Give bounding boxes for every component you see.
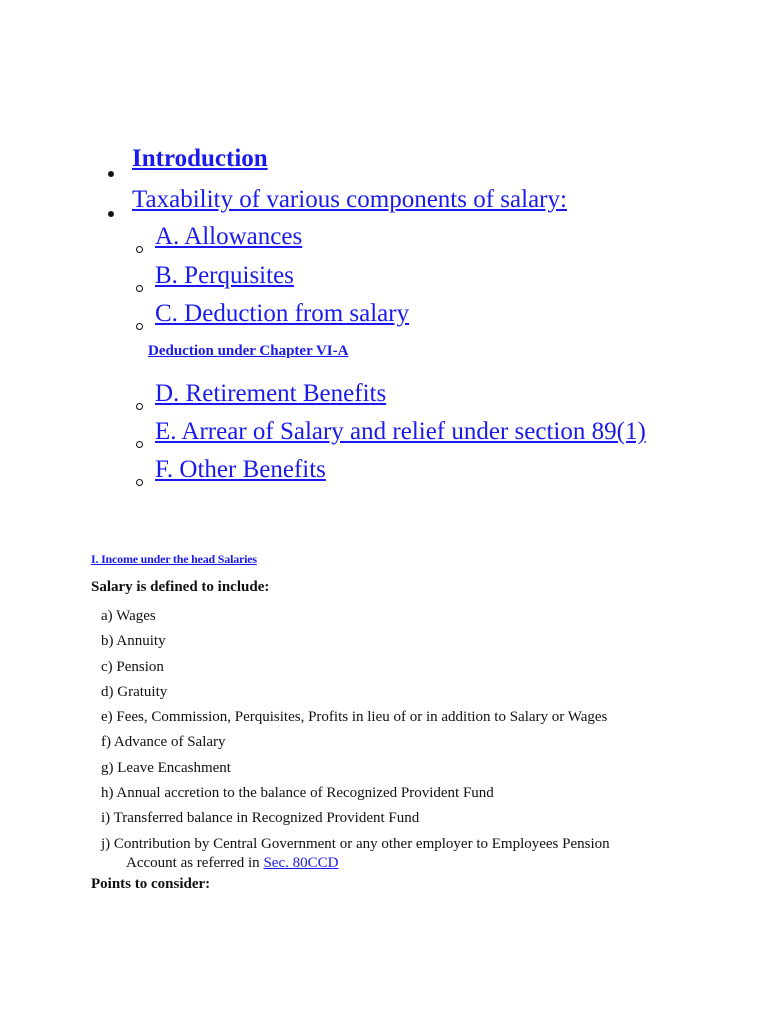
bullet-disc-icon [108, 171, 114, 177]
toc-item-perquisites [155, 262, 294, 290]
salary-items-list [101, 604, 610, 873]
sec-80ccd-link[interactable]: Sec. 80CCD [263, 854, 339, 871]
definition-heading: Salary is defined to include: [91, 579, 270, 595]
deduction-chapter-heading [148, 343, 348, 360]
deduction-chapter-link[interactable]: Deduction under Chapter VI-A [148, 343, 349, 359]
item-j-line1: j) Contribution by Central Government or any other employer to Employees Pension [101, 835, 610, 852]
bullet-circle-icon [136, 323, 143, 330]
arrear-link[interactable]: E. Arrear of Salary and relief under section 89(1) [155, 418, 646, 445]
bullet-circle-icon [136, 403, 143, 410]
list-item: b) Annuity [101, 633, 166, 650]
list-item: g) Leave Encashment [101, 759, 231, 776]
list-item: e) Fees, Commission, Perquisites, Profits in lieu of or in addition to Salary or Wages [101, 709, 608, 726]
toc-item-introduction [132, 145, 268, 173]
bullet-circle-icon [136, 479, 143, 486]
list-item: d) Gratuity [101, 683, 168, 700]
item-j-line2-text: Account as referred in [126, 854, 264, 871]
list-item: a) Wages [101, 608, 156, 624]
list-item: h) Annual accretion to the balance of Recognized Provident Fund [101, 785, 494, 802]
other-benefits-link[interactable]: F. Other Benefits [155, 456, 326, 483]
list-item: f) Advance of Salary [101, 734, 226, 751]
bullet-circle-icon [136, 441, 143, 448]
list-item [101, 832, 610, 873]
bullet-circle-icon [136, 246, 143, 253]
toc-item-deduction-from-salary [155, 300, 409, 328]
deduction-from-salary-link[interactable]: C. Deduction from salary [155, 300, 410, 327]
taxability-link[interactable]: Taxability of various components of salary: [132, 186, 567, 213]
introduction-link[interactable]: Introduction [132, 145, 268, 172]
toc-item-taxability [132, 186, 567, 214]
bullet-circle-icon [136, 285, 143, 292]
bullet-disc-icon [108, 211, 114, 217]
retirement-benefits-link[interactable]: D. Retirement Benefits [155, 380, 387, 407]
list-item: i) Transferred balance in Recognized Provident Fund [101, 810, 420, 827]
income-salaries-link[interactable]: I. Income under the head Salaries [91, 552, 257, 566]
toc-item-other-benefits [155, 456, 326, 484]
toc-item-retirement [155, 380, 386, 408]
points-heading: Points to consider: [91, 876, 211, 892]
section-heading [91, 552, 257, 567]
toc-item-allowances [155, 223, 302, 251]
list-item: c) Pension [101, 658, 164, 675]
allowances-link[interactable]: A. Allowances [155, 223, 303, 250]
perquisites-link[interactable]: B. Perquisites [155, 262, 294, 289]
item-j-line2 [101, 854, 610, 873]
toc-item-arrear [155, 418, 646, 446]
